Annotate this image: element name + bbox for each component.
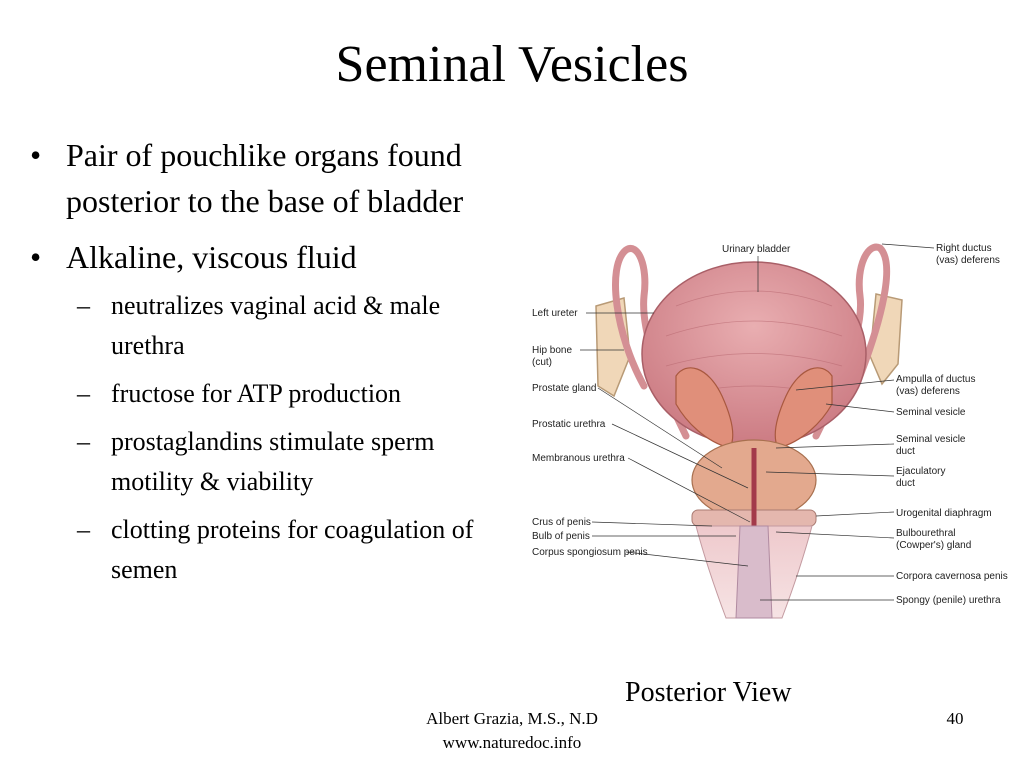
- sub-bullet-item: [66, 286, 510, 366]
- label-right-ductus-2: (vas) deferens: [936, 255, 1000, 266]
- label-hip-bone: Hip bone: [532, 345, 573, 356]
- bullet-item: [30, 234, 510, 590]
- label-bulbourethral: Bulbourethral: [896, 528, 956, 539]
- label-urogenital-diaphragm: Urogenital diaphragm: [896, 508, 992, 519]
- corpus-spongiosum: [736, 526, 772, 618]
- bullet-dot: •: [30, 239, 42, 275]
- sub-bullet-text: neutralizes vaginal acid & male urethra: [111, 291, 441, 360]
- label-bulb-of-penis: Bulb of penis: [532, 531, 590, 542]
- bullet-text: Pair of pouchlike organs found posterior to the base of bladder: [66, 137, 464, 219]
- label-ampulla-2: (vas) deferens: [896, 386, 960, 397]
- label-prostatic-urethra: Prostatic urethra: [532, 419, 606, 430]
- sub-bullet-dash: –: [77, 515, 90, 544]
- label-seminal-vesicle: Seminal vesicle: [896, 407, 966, 418]
- sub-bullet-item: [66, 374, 510, 414]
- footer-website: www.naturedoc.info: [442, 733, 582, 752]
- page-number: 40: [946, 709, 964, 728]
- label-right-ductus: Right ductus: [936, 243, 992, 254]
- urinary-bladder: [642, 262, 866, 446]
- label-ejaculatory-duct-2: duct: [896, 478, 915, 489]
- label-left-ureter: Left ureter: [532, 308, 578, 319]
- bullet-dot: •: [30, 137, 42, 173]
- label-crus-of-penis: Crus of penis: [532, 517, 591, 528]
- figure-caption: Posterior View: [625, 677, 792, 708]
- anatomy-illustration: [526, 236, 1018, 626]
- sub-bullet-dash: –: [77, 427, 90, 456]
- label-ampulla: Ampulla of ductus: [896, 374, 976, 385]
- sub-bullet-item: [66, 422, 510, 502]
- label-ejaculatory-duct: Ejaculatory: [896, 466, 946, 477]
- label-corpora-cavernosa: Corpora cavernosa penis: [896, 571, 1008, 582]
- label-corpus-spongiosum: Corpus spongiosum penis: [532, 547, 648, 558]
- label-bulbourethral-2: (Cowper's) gland: [896, 540, 972, 551]
- sub-bullet-text: clotting proteins for coagulation of semen: [111, 515, 474, 584]
- sub-bullet-dash: –: [77, 379, 90, 408]
- sub-bullet-text: prostaglandins stimulate sperm motility & viability: [111, 427, 435, 496]
- label-prostate-gland: Prostate gland: [532, 383, 597, 394]
- footer-credit: [412, 707, 612, 755]
- bullet-item: [30, 132, 510, 224]
- bullet-list: [30, 132, 510, 600]
- sub-bullet-dash: –: [77, 291, 90, 320]
- label-seminal-vesicle-duct-2: duct: [896, 446, 915, 457]
- slide-title: Seminal Vesicles: [335, 36, 689, 93]
- label-seminal-vesicle-duct: Seminal vesicle: [896, 434, 966, 445]
- sub-bullet-item: [66, 510, 510, 590]
- label-hip-bone-cut: (cut): [532, 357, 552, 368]
- label-urinary-bladder: Urinary bladder: [722, 244, 791, 255]
- footer-author: Albert Grazia, M.S., N.D: [426, 709, 598, 728]
- bullet-text: Alkaline, viscous fluid: [66, 239, 357, 275]
- sub-bullet-list: [66, 286, 510, 590]
- sub-bullet-text: fructose for ATP production: [111, 379, 402, 408]
- label-spongy-urethra: Spongy (penile) urethra: [896, 595, 1001, 606]
- label-membranous-urethra: Membranous urethra: [532, 453, 625, 464]
